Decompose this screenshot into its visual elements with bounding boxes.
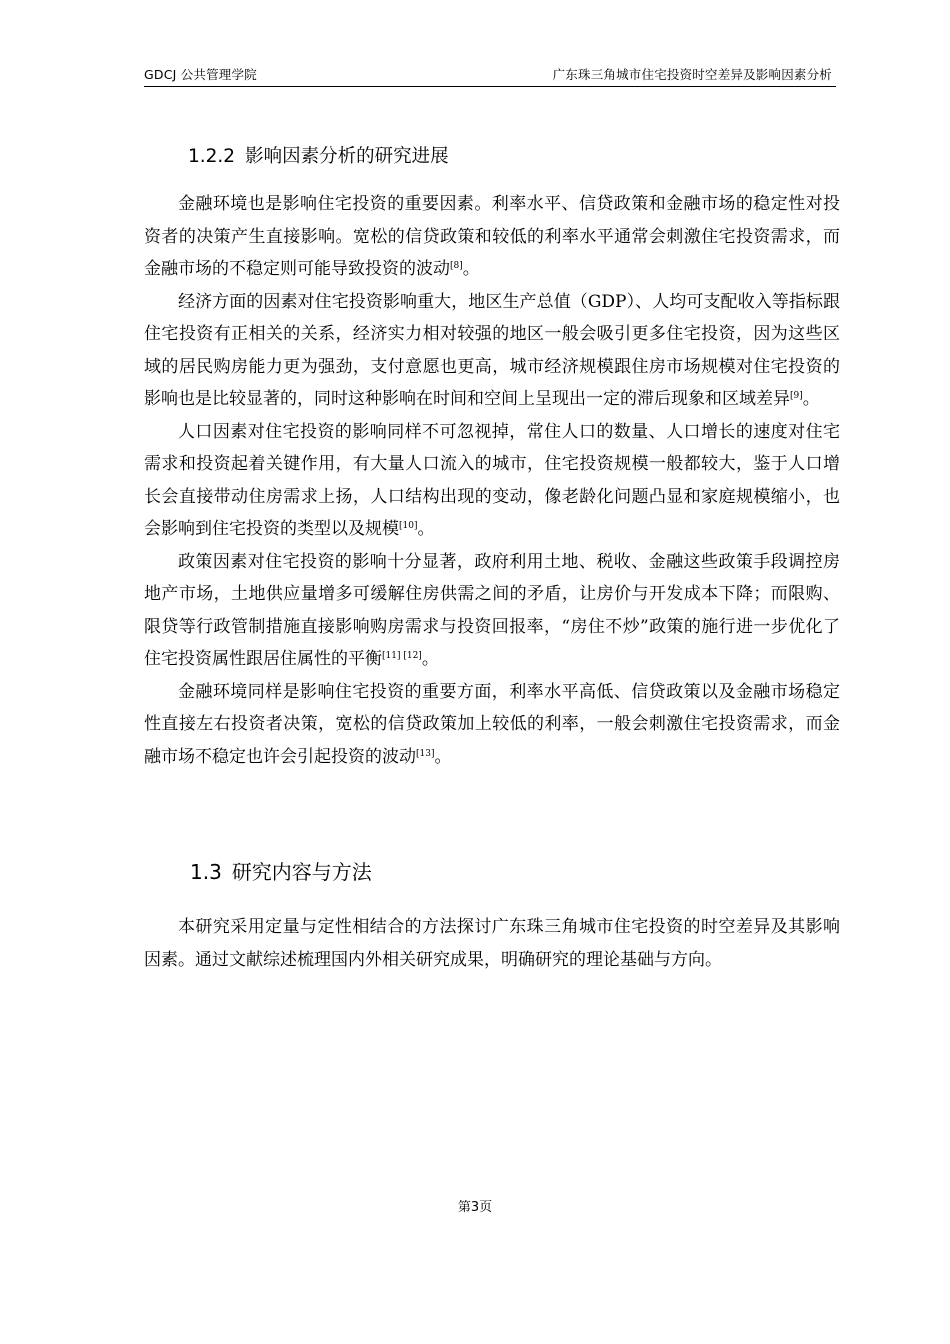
paragraph — [144, 188, 840, 286]
paragraph — [144, 416, 840, 546]
paragraph-end: 。 — [462, 259, 480, 279]
page-header — [144, 66, 836, 87]
paragraph-text: 经济方面的因素对住宅投资影响重大，地区生产总值（GDP）、人均可支配收入等指标跟住宅投资有正相关的关系，经济实力相对较强的地区一般会吸引更多住宅投资，因为这些区域的居民购房能力更为强劲，支付意愿也更高，城市经济规模跟住房市场规模对住宅投资的影响也是比较显著的，同时这种影响在时间和空间上呈现出一定的滞后现象和区域差异 — [144, 291, 840, 409]
citation: [10] — [399, 521, 418, 531]
paragraph-end: 。 — [417, 519, 435, 539]
citation: [13] — [416, 748, 435, 759]
section-heading-1-2-2 — [188, 142, 449, 172]
paragraph-end: 。 — [434, 746, 452, 767]
citation: [8] — [450, 261, 463, 271]
paragraph-text: 本研究采用定量与定性相结合的方法探讨广东珠三角城市住宅投资的时空差异及其影响因素。通过文献综述梳理国内外相关研究成果，明确研究的理论基础与方向。 — [144, 917, 840, 970]
paragraph-text: 金融环境也是影响住宅投资的重要因素。利率水平、信贷政策和金融市场的稳定性对投资者的决策产生直接影响。宽松的信贷政策和较低的利率水平通常会刺激住宅投资需求，而金融市场的不稳定则可能导致投资的波动 — [144, 194, 840, 279]
citation: [11] [12] — [382, 651, 422, 661]
section-number: 1.3 — [190, 860, 222, 884]
paragraph-text: 金融环境同样是影响住宅投资的重要方面，利率水平高低、信贷政策以及金融市场稳定性直接左右投资者决策，宽松的信贷政策加上较低的利率，一般会刺激住宅投资需求，而金融市场不稳定也许会引起投资的波动 — [144, 681, 840, 767]
header-document-title: 广东珠三角城市住宅投资时空差异及影响因素分析 — [552, 67, 832, 82]
section-body-1-2-2 — [144, 188, 840, 773]
paragraph-text: 政策因素对住宅投资的影响十分显著，政府利用土地、税收、金融这些政策手段调控房地产市场，土地供应量增多可缓解住房供需之间的矛盾，让房价与开发成本下降；而限购、限贷等行政管制措施直接影响购房需求与投资回报率，“房住不炒”政策的施行进一步优化了住宅投资属性跟居住属性的平衡 — [144, 551, 840, 669]
paragraph-end: 。 — [802, 389, 820, 409]
page-number: 第3页 — [457, 1200, 493, 1215]
section-number: 1.2.2 — [188, 146, 236, 167]
paragraph — [144, 676, 840, 774]
section-title: 影响因素分析的研究进展 — [245, 146, 449, 167]
section-body-1-3 — [144, 911, 840, 976]
section-heading-1-3 — [190, 857, 372, 887]
section-title: 研究内容与方法 — [231, 860, 372, 884]
paragraph — [144, 911, 840, 976]
paragraph-text: 人口因素对住宅投资的影响同样不可忽视掉，常住人口的数量、人口增长的速度对住宅需求和投资起着关键作用，有大量人口流入的城市，住宅投资规模一般都较大，鉴于人口增长会直接带动住房需求上扬，人口结构出现的变动，像老龄化问题凸显和家庭规模缩小，也会影响到住宅投资的类型以及规模 — [144, 421, 840, 539]
paragraph — [144, 546, 840, 676]
citation: [9] — [790, 391, 803, 401]
paragraph — [144, 286, 840, 416]
header-institution: GDCJ 公共管理学院 — [144, 67, 257, 82]
paragraph-end: 。 — [421, 649, 439, 669]
